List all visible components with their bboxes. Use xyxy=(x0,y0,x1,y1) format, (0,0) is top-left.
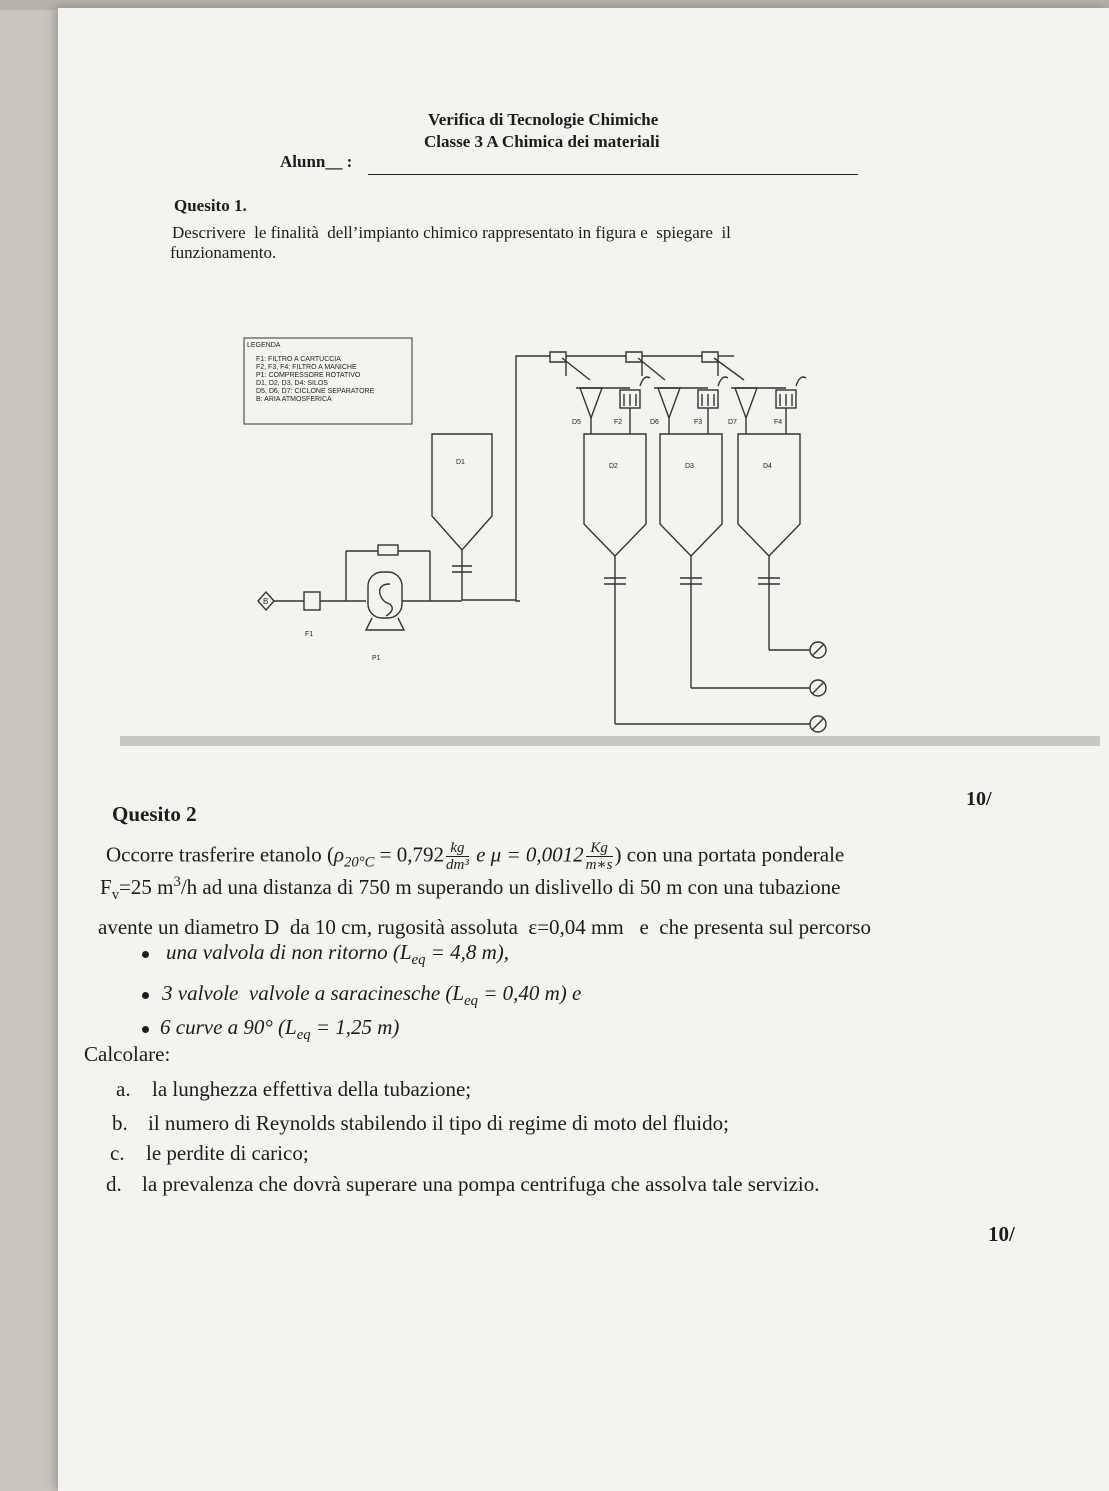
cyclone-d6 xyxy=(658,388,680,418)
flow-unit-exponent: 3 xyxy=(173,874,181,890)
rho-symbol: ρ xyxy=(333,842,345,867)
exam-title: Verifica di Tecnologie Chimiche xyxy=(428,110,659,129)
q2-intro-a: Occorre trasferire etanolo ( xyxy=(106,842,334,867)
cartridge-filter-f1 xyxy=(304,592,320,610)
label-p1: P1 xyxy=(372,655,381,662)
calc-item-text: le perdite di carico; xyxy=(146,1141,309,1165)
legend-item: P1: COMPRESSORE ROTATIVO xyxy=(256,372,361,379)
label-f3: F3 xyxy=(694,419,703,426)
score-q2: 10/ xyxy=(988,1222,1015,1246)
legend-title: LEGENDA xyxy=(247,342,281,349)
bullet-dot xyxy=(142,1026,149,1033)
label-d6: D6 xyxy=(650,419,659,426)
rho-subscript: 20°C xyxy=(344,854,375,871)
flow-value: =25 m xyxy=(119,875,174,899)
calc-item-text: il numero di Reynolds stabilendo il tipo di regime di moto del fluido; xyxy=(148,1111,729,1135)
calc-item-letter: c. xyxy=(110,1141,125,1165)
label-d7: D7 xyxy=(728,419,737,426)
bullet-dot xyxy=(142,951,149,958)
silo-d3 xyxy=(660,434,722,556)
bullet-item: 3 valvole valvole a saracinesche ($L_{eq} = 0,40$ m) e xyxy=(162,981,582,1010)
bullet-item: 6 curve a 90° ($L_{eq} = 1,25$ m) xyxy=(160,1015,400,1044)
screenshot-status-bar xyxy=(120,736,1100,746)
label-f1: F1 xyxy=(305,631,314,638)
calc-item-text: la lunghezza effettiva della tubazione; xyxy=(152,1077,472,1101)
plant-diagram xyxy=(110,318,1100,758)
label-d4: D4 xyxy=(763,463,772,470)
legend-item: F1: FILTRO A CARTUCCIA xyxy=(256,356,341,363)
rho-value: = 0,792 xyxy=(374,842,444,867)
viscosity-unit-fraction: $\frac{Kg}{m∗s}$ xyxy=(585,840,613,873)
calc-item-letter: a. xyxy=(116,1077,131,1101)
rotary-compressor-p1 xyxy=(368,572,402,618)
calc-item-text: la prevalenza che dovrà superare una pompa centrifuga che assolva tale servizio. xyxy=(142,1172,820,1196)
calc-item-letter: b. xyxy=(112,1111,128,1135)
q2-line2-text: /h ad una distanza di 750 m superando un dislivello di 50 m con una tubazione xyxy=(180,875,841,899)
pneumatic-line xyxy=(516,356,550,601)
label-d1: D1 xyxy=(456,459,465,466)
legend-item: D5, D6, D7: CICLONE SEPARATORE xyxy=(256,388,375,395)
silo-d2 xyxy=(584,434,646,556)
q1-text-line1: Descrivere le finalità dell’impianto chimico rappresentato in figura e spiegare il xyxy=(172,223,731,242)
legend-item: F2, F3, F4: FILTRO A MANICHE xyxy=(256,364,357,371)
student-label: Alunn__ : xyxy=(280,152,353,171)
q1-text-line2: funzionamento. xyxy=(170,243,277,262)
label-d3: D3 xyxy=(685,463,694,470)
calc-item-letter: d. xyxy=(106,1172,122,1196)
q2-title: Quesito 2 xyxy=(112,802,197,826)
legend-item: D1, D2, D3, D4: SILOS xyxy=(256,380,328,387)
q2-line2 xyxy=(100,874,840,904)
bypass-valve xyxy=(378,545,398,555)
silo-d4 xyxy=(738,434,800,556)
cyclone-d5 xyxy=(580,388,602,418)
label-f4: F4 xyxy=(774,419,783,426)
q1-title: Quesito 1. xyxy=(174,196,247,215)
bullet-item: una valvola di non ritorno ($L_{eq} = 4,8$ m), xyxy=(166,940,510,969)
flow-subscript: v xyxy=(111,887,120,904)
density-unit-fraction: $\frac{kg}{\text{dm³}}$ xyxy=(446,840,469,873)
legend-item: B: ARIA ATMOSFERICA xyxy=(256,396,332,403)
flow-symbol: F xyxy=(100,875,112,899)
label-f2: F2 xyxy=(614,419,623,426)
q2-intro-b: ) con una portata ponderale xyxy=(614,842,845,867)
mu-value: e μ = 0,0012 xyxy=(470,842,584,867)
cyclone-d7 xyxy=(735,388,757,418)
q2-line3: avente un diametro D da 10 cm, rugosità assoluta ε=0,04 mm e che presenta sul percorso xyxy=(98,915,871,939)
class-name: Classe 3 A Chimica dei materiali xyxy=(424,132,660,151)
q2-line1 xyxy=(106,840,844,873)
calc-label: Calcolare: xyxy=(84,1042,171,1066)
label-d5: D5 xyxy=(572,419,581,426)
label-d2: D2 xyxy=(609,463,618,470)
silo-d1 xyxy=(432,434,492,550)
label-b: B xyxy=(263,597,269,606)
score-q1: 10/ xyxy=(966,788,992,810)
bullet-dot xyxy=(142,992,149,999)
student-name-line xyxy=(368,174,858,175)
